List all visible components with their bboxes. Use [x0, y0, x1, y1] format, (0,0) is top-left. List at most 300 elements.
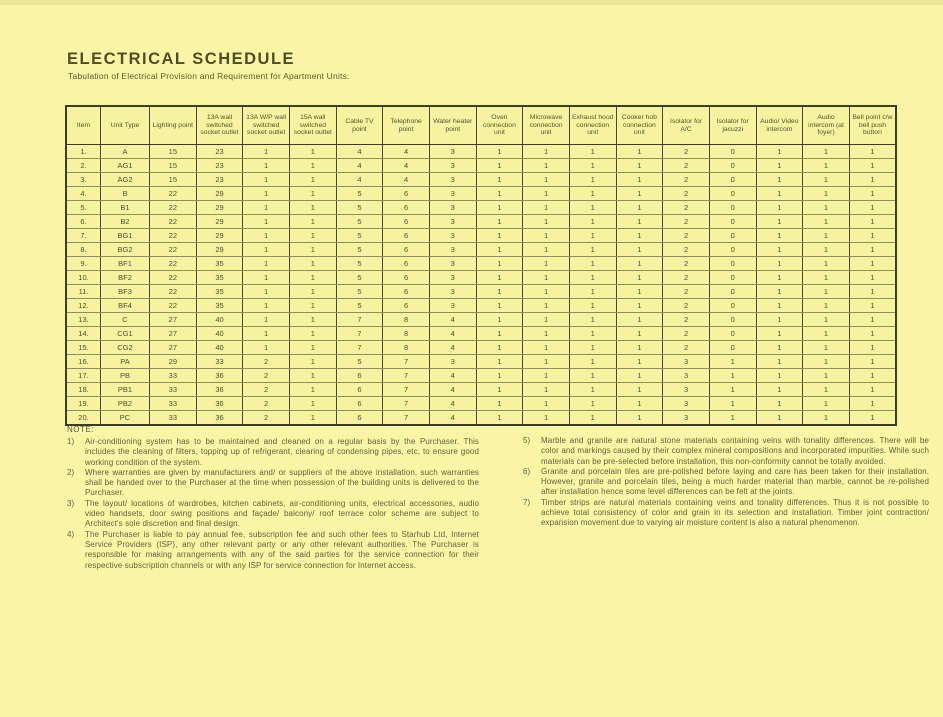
table-cell: 0 [709, 285, 756, 299]
table-cell: 1 [476, 369, 523, 383]
table-cell: 5 [336, 299, 383, 313]
table-cell: 1 [803, 243, 850, 257]
table-cell: 4 [429, 369, 476, 383]
table-cell: 7 [383, 355, 430, 369]
note-text: The layout/ locations of wardrobes, kitchen cabinets, air-conditioning units, electrical accessories, audio video handsets, door swing positions and façade/ balcony/ roof terrace color scheme are subject to Architect's sole discretion and final design. [85, 498, 479, 529]
table-cell: 2 [663, 327, 710, 341]
table-cell: 1 [756, 243, 803, 257]
note-number: 1) [67, 437, 75, 446]
table-cell: 9. [66, 257, 101, 271]
table-cell: 3 [429, 201, 476, 215]
table-cell: 1 [476, 271, 523, 285]
table-cell: 1 [849, 243, 896, 257]
table-cell: 23 [196, 145, 243, 159]
table-cell: 1 [616, 173, 663, 187]
table-cell: 22 [150, 229, 197, 243]
table-row [66, 201, 896, 215]
table-cell: AG2 [101, 173, 150, 187]
table-cell: 1 [569, 411, 616, 426]
table-body [66, 145, 896, 426]
column-header: Oven connection unit [476, 106, 523, 145]
table-row [66, 369, 896, 383]
table-cell: 1 [289, 355, 336, 369]
table-cell: 1 [289, 229, 336, 243]
table-cell: 1 [243, 341, 290, 355]
table-cell: 3 [429, 173, 476, 187]
table-cell: 1 [756, 327, 803, 341]
table-cell: 1. [66, 145, 101, 159]
table-cell: 3 [429, 271, 476, 285]
table-cell: 5 [336, 229, 383, 243]
table-cell: 1 [756, 145, 803, 159]
table-cell: 15 [150, 145, 197, 159]
notes-column-right [523, 436, 929, 529]
table-cell: 1 [243, 285, 290, 299]
table-cell: 2. [66, 159, 101, 173]
table-row [66, 397, 896, 411]
table-cell: 33 [196, 355, 243, 369]
table-cell: 1 [243, 271, 290, 285]
table-cell: 1 [289, 341, 336, 355]
table-cell: 1 [569, 383, 616, 397]
table-cell: 5 [336, 285, 383, 299]
table-cell: 1 [756, 285, 803, 299]
table-cell: 1 [569, 369, 616, 383]
column-header: Water heater point [429, 106, 476, 145]
table-cell: 2 [663, 201, 710, 215]
table-cell: 1 [849, 145, 896, 159]
table-cell: 6 [336, 383, 383, 397]
table-cell: 1 [289, 397, 336, 411]
table-cell: 1 [756, 397, 803, 411]
table-cell: 6 [383, 271, 430, 285]
table-cell: 0 [709, 271, 756, 285]
table-cell: 2 [663, 313, 710, 327]
table-cell: 7 [336, 327, 383, 341]
table-cell: 1 [289, 299, 336, 313]
column-header: Bell point c/w bell push button [849, 106, 896, 145]
table-cell: 1 [476, 313, 523, 327]
table-cell: 2 [663, 299, 710, 313]
column-header: Isolator for jacuzzi [709, 106, 756, 145]
table-cell: 1 [849, 173, 896, 187]
table-cell: 1 [756, 173, 803, 187]
table-cell: BG1 [101, 229, 150, 243]
table-cell: 1 [523, 285, 570, 299]
table-cell: 2 [663, 229, 710, 243]
table-cell: 40 [196, 327, 243, 341]
table-cell: 2 [243, 355, 290, 369]
table-cell: 29 [196, 215, 243, 229]
table-cell: 3 [663, 383, 710, 397]
table-cell: 1 [616, 243, 663, 257]
table-cell: 1 [756, 355, 803, 369]
table-cell: 2 [663, 285, 710, 299]
note-text: Air-conditioning system has to be maintained and cleaned on a regular basis by the Purchaser. This includes the cleaning of filters, topping up of refrigerant, clearing of condensing pipes, etc, to ensure good working condition of the system. [85, 437, 479, 467]
table-cell: 7. [66, 229, 101, 243]
table-cell: 40 [196, 341, 243, 355]
table-cell: 10. [66, 271, 101, 285]
table-cell: 6 [383, 215, 430, 229]
page-subtitle: Tabulation of Electrical Provision and Requirement for Apartment Units: [68, 71, 350, 81]
table-cell: 3 [429, 285, 476, 299]
table-cell: 3 [663, 411, 710, 426]
table-cell: 1 [569, 187, 616, 201]
table-cell: 3 [429, 355, 476, 369]
table-cell: 4 [383, 145, 430, 159]
table-cell: 1 [616, 187, 663, 201]
table-cell: 1 [849, 187, 896, 201]
table-cell: 6 [336, 397, 383, 411]
table-cell: 1 [569, 355, 616, 369]
table-cell: 2 [663, 145, 710, 159]
table-cell: 1 [243, 243, 290, 257]
table-cell: 0 [709, 341, 756, 355]
table-cell: 6 [383, 187, 430, 201]
table-cell: 1 [803, 187, 850, 201]
table-cell: 2 [663, 159, 710, 173]
table-cell: 3 [663, 355, 710, 369]
table-cell: 1 [523, 201, 570, 215]
table-cell: 1 [803, 299, 850, 313]
table-cell: 1 [523, 355, 570, 369]
table-cell: 1 [523, 411, 570, 426]
table-cell: 2 [663, 187, 710, 201]
table-row [66, 383, 896, 397]
table-cell: 1 [289, 145, 336, 159]
table-cell: 7 [336, 313, 383, 327]
column-header: Microwave connection unit [523, 106, 570, 145]
table-cell: 1 [709, 369, 756, 383]
table-cell: 1 [616, 229, 663, 243]
table-cell: 0 [709, 327, 756, 341]
table-cell: 3 [429, 145, 476, 159]
table-row [66, 257, 896, 271]
table-cell: 1 [616, 327, 663, 341]
table-cell: 4 [336, 159, 383, 173]
table-cell: C [101, 313, 150, 327]
table-cell: 1 [849, 257, 896, 271]
table-cell: 1 [849, 271, 896, 285]
column-header: 13A W/P wall switched socket outlet [243, 106, 290, 145]
table-cell: 1 [523, 271, 570, 285]
note-number: 2) [67, 467, 75, 477]
table-cell: 2 [243, 411, 290, 426]
column-header: 15A wall switched socket outlet [289, 106, 336, 145]
table-cell: B [101, 187, 150, 201]
table-cell: 1 [616, 355, 663, 369]
table-cell: 17. [66, 369, 101, 383]
table-cell: 7 [336, 341, 383, 355]
table-row [66, 187, 896, 201]
table-cell: 0 [709, 145, 756, 159]
table-cell: 1 [289, 243, 336, 257]
table-cell: 1 [616, 369, 663, 383]
table-cell: 1 [803, 173, 850, 187]
column-header: Item [66, 106, 101, 145]
table-cell: 1 [243, 215, 290, 229]
table-cell: 22 [150, 271, 197, 285]
table-cell: 1 [569, 215, 616, 229]
table-cell: 5. [66, 201, 101, 215]
table-row [66, 313, 896, 327]
table-cell: 1 [476, 159, 523, 173]
table-row [66, 271, 896, 285]
table-cell: 1 [476, 299, 523, 313]
table-cell: 16. [66, 355, 101, 369]
table-cell: 1 [243, 229, 290, 243]
table-cell: 1 [849, 201, 896, 215]
table-cell: 1 [523, 397, 570, 411]
table-cell: 1 [476, 187, 523, 201]
table-cell: 27 [150, 327, 197, 341]
table-cell: 1 [616, 313, 663, 327]
table-cell: 1 [523, 243, 570, 257]
table-cell: 18. [66, 383, 101, 397]
table-cell: 1 [849, 229, 896, 243]
table-cell: 1 [243, 313, 290, 327]
note-number: 6) [523, 466, 531, 476]
table-cell: 1 [803, 229, 850, 243]
note-item [67, 437, 479, 468]
table-cell: 1 [756, 201, 803, 215]
table-cell: 5 [336, 257, 383, 271]
table-cell: 1 [616, 411, 663, 426]
table-cell: PA [101, 355, 150, 369]
table-cell: 15. [66, 341, 101, 355]
table-cell: A [101, 145, 150, 159]
column-header: Telephone point [383, 106, 430, 145]
table-cell: 1 [523, 173, 570, 187]
note-text: Marble and granite are natural stone materials containing veins with tonality differences. There will be color and markings caused by their complex mineral compositions and incorporated impurities. While such materials can be pre-selected before installation, this non-conformity cannot be totally avoided. [541, 436, 929, 466]
note-item [523, 467, 929, 498]
table-cell: 2 [663, 173, 710, 187]
table-cell: 1 [616, 397, 663, 411]
table-cell: 33 [150, 411, 197, 426]
column-header: Isolator for A/C [663, 106, 710, 145]
table-cell: 1 [523, 215, 570, 229]
table-cell: 1 [289, 327, 336, 341]
column-header: Exhaust hood connection unit [569, 106, 616, 145]
table-cell: 20. [66, 411, 101, 426]
table-cell: 2 [663, 257, 710, 271]
table-cell: 1 [803, 313, 850, 327]
table-cell: 3 [429, 215, 476, 229]
table-cell: 1 [476, 327, 523, 341]
table-cell: 1 [756, 383, 803, 397]
table-cell: 3 [429, 243, 476, 257]
table-cell: 8. [66, 243, 101, 257]
table-cell: 5 [336, 187, 383, 201]
table-cell: 7 [383, 411, 430, 426]
table-cell: 6 [383, 229, 430, 243]
column-header: Lighting point [150, 106, 197, 145]
table-cell: 1 [243, 159, 290, 173]
table-cell: 5 [336, 201, 383, 215]
table-cell: 1 [569, 173, 616, 187]
table-cell: 1 [756, 313, 803, 327]
note-text: Timber strips are natural materials containing veins and tonality differences. Thus it is not possible to achieve total consistency of color and grain in its selection and installation. Timber joint contraction/ expansion movement due to varying air moisture content is also a natural phenomenon. [541, 497, 929, 528]
table-cell: 1 [569, 341, 616, 355]
table-cell: 4 [336, 173, 383, 187]
table-cell: 1 [476, 243, 523, 257]
column-header: Audio/ Video intercom [756, 106, 803, 145]
table-cell: 15 [150, 159, 197, 173]
table-cell: 1 [569, 145, 616, 159]
table-cell: 22 [150, 285, 197, 299]
table-cell: 1 [616, 271, 663, 285]
table-cell: 1 [569, 243, 616, 257]
page-top-edge [0, 0, 943, 5]
table-cell: 6 [383, 257, 430, 271]
table-cell: 1 [803, 383, 850, 397]
table-cell: 1 [849, 411, 896, 426]
table-cell: 1 [756, 187, 803, 201]
table-cell: 0 [709, 299, 756, 313]
table-cell: 6 [383, 299, 430, 313]
table-cell: 2 [243, 397, 290, 411]
table-cell: 1 [616, 215, 663, 229]
table-cell: 1 [289, 411, 336, 426]
table-cell: 35 [196, 285, 243, 299]
table-cell: 1 [849, 355, 896, 369]
table-cell: 1 [709, 397, 756, 411]
table-row [66, 285, 896, 299]
table-cell: 4 [383, 173, 430, 187]
table-cell: 1 [756, 271, 803, 285]
column-header: 13A wall switched socket outlet [196, 106, 243, 145]
table-cell: 1 [476, 145, 523, 159]
table-cell: 4. [66, 187, 101, 201]
table-cell: 36 [196, 383, 243, 397]
note-number: 3) [67, 498, 75, 508]
table-cell: 29 [150, 355, 197, 369]
table-cell: 3 [429, 229, 476, 243]
table-cell: 22 [150, 299, 197, 313]
table-cell: 1 [849, 285, 896, 299]
table-cell: 1 [616, 145, 663, 159]
table-cell: 1 [243, 257, 290, 271]
note-item [523, 436, 929, 467]
table-cell: 29 [196, 201, 243, 215]
table-cell: 3. [66, 173, 101, 187]
table-cell: 5 [336, 243, 383, 257]
table-cell: 1 [523, 159, 570, 173]
table-cell: 3 [663, 369, 710, 383]
table-cell: 1 [756, 411, 803, 426]
notes-list-right [523, 436, 929, 529]
column-header: Cooker hob connection unit [616, 106, 663, 145]
note-text: Granite and porcelain tiles are pre-polished before laying and care has been taken for their installation. However, granite and porcelain tiles, being a much harder material than marble, cannot be re-polished after installation hence some level differences can be felt at the joints. [541, 466, 929, 497]
table-cell: 1 [523, 369, 570, 383]
table-cell: BF3 [101, 285, 150, 299]
table-row [66, 145, 896, 159]
table-cell: CG1 [101, 327, 150, 341]
table-cell: 22 [150, 187, 197, 201]
table-cell: 0 [709, 215, 756, 229]
table-cell: 22 [150, 243, 197, 257]
table-cell: 1 [523, 145, 570, 159]
table-cell: 22 [150, 215, 197, 229]
note-item [67, 530, 479, 571]
table-header-row [66, 106, 896, 145]
table-cell: 1 [803, 159, 850, 173]
table-cell: 8 [383, 327, 430, 341]
table-cell: 1 [289, 201, 336, 215]
table-cell: PB [101, 369, 150, 383]
table-row [66, 299, 896, 313]
table-cell: 1 [616, 159, 663, 173]
table-cell: 4 [383, 159, 430, 173]
table-cell: 33 [150, 369, 197, 383]
table-cell: 1 [616, 257, 663, 271]
table-cell: 6 [336, 411, 383, 426]
table-cell: 1 [803, 327, 850, 341]
note-item [523, 498, 929, 529]
table-cell: 1 [569, 271, 616, 285]
table-cell: 1 [289, 285, 336, 299]
table-cell: 1 [569, 201, 616, 215]
table-cell: 1 [756, 341, 803, 355]
table-cell: 1 [803, 341, 850, 355]
table-cell: BF4 [101, 299, 150, 313]
table-cell: 27 [150, 341, 197, 355]
table-cell: 11. [66, 285, 101, 299]
table-cell: 1 [849, 397, 896, 411]
table-cell: 3 [429, 299, 476, 313]
table-cell: 3 [663, 397, 710, 411]
table-cell: 1 [476, 257, 523, 271]
table-cell: 1 [243, 327, 290, 341]
table-cell: 1 [803, 145, 850, 159]
table-cell: 1 [476, 173, 523, 187]
table-cell: 1 [569, 285, 616, 299]
table-cell: 1 [476, 397, 523, 411]
table-cell: 0 [709, 201, 756, 215]
table-cell: PC [101, 411, 150, 426]
table-cell: 1 [476, 201, 523, 215]
table-cell: 1 [803, 257, 850, 271]
table-cell: 1 [849, 313, 896, 327]
table-cell: 40 [196, 313, 243, 327]
table-cell: 23 [196, 173, 243, 187]
table-cell: 1 [289, 313, 336, 327]
table-cell: 13. [66, 313, 101, 327]
table-cell: 15 [150, 173, 197, 187]
table-cell: 7 [383, 397, 430, 411]
table-row [66, 355, 896, 369]
table-cell: 1 [756, 159, 803, 173]
table-cell: 4 [429, 341, 476, 355]
table-cell: 12. [66, 299, 101, 313]
table-cell: 29 [196, 243, 243, 257]
notes-heading: NOTE: [67, 425, 94, 434]
table-cell: 35 [196, 271, 243, 285]
table-cell: 1 [243, 299, 290, 313]
table-cell: 4 [429, 397, 476, 411]
table-cell: 1 [849, 215, 896, 229]
table-cell: 1 [803, 215, 850, 229]
table-cell: 1 [756, 369, 803, 383]
table-cell: 0 [709, 257, 756, 271]
table-row [66, 229, 896, 243]
table-cell: 1 [289, 383, 336, 397]
table-cell: PB1 [101, 383, 150, 397]
note-text: Where warranties are given by manufacturers and/ or suppliers of the above installation, such warranties shall be handed over to the Purchaser at the time when possession of the building units is delivered to the Purchaser. [85, 467, 479, 498]
table-cell: 19. [66, 397, 101, 411]
table-cell: 1 [476, 285, 523, 299]
table-cell: BF1 [101, 257, 150, 271]
